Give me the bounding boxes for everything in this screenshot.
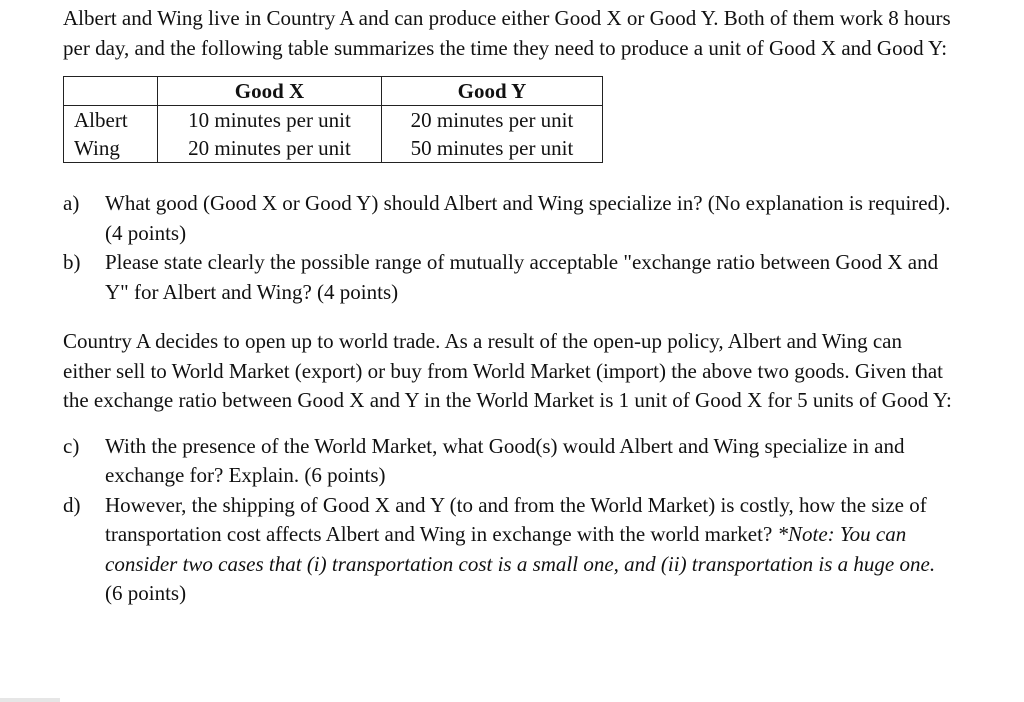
production-time-table (63, 76, 603, 163)
question-label: c) (63, 433, 80, 458)
question-text: Please state clearly the possible range of mutually acceptable "exchange ratio between Good X and Y" for Albert and Wing? (4 points) (105, 250, 939, 304)
table-header-blank (64, 77, 158, 106)
table-header-good-y: Good Y (382, 77, 603, 106)
question-note: *Note: You can consider two cases that (i) transportation cost is a small one, and (ii) transportation is a huge one. (105, 522, 936, 576)
table-header-good-x: Good X (158, 77, 382, 106)
row-name-wing: Wing (64, 134, 158, 163)
table-row (64, 106, 603, 135)
question-text: However, the shipping of Good X and Y (to and from the World Market) is costly, how the size of transportation cost affects Albert and Wing in exchange with the world market? (105, 492, 927, 546)
question-a (63, 189, 953, 248)
row-name-albert: Albert (64, 106, 158, 135)
cell-albert-good-x: 10 minutes per unit (158, 106, 382, 135)
document-page (63, 4, 953, 609)
cell-wing-good-y: 50 minutes per unit (382, 134, 603, 163)
bottom-edge-mark (0, 698, 60, 702)
question-label: b) (63, 250, 81, 274)
question-text: With the presence of the World Market, what Good(s) would Albert and Wing specialize in and exchange for? Explain. (6 points) (105, 433, 905, 487)
intro-paragraph: Albert and Wing live in Country A and can produce either Good X or Good Y. Both of them work 8 hours per day, and the following table summarizes the time they need to produce a unit of Good X and Good Y: (63, 6, 951, 60)
world-trade-paragraph: Country A decides to open up to world trade. As a result of the open-up policy, Albert and Wing can either sell to World Market (export) or buy from World Market (import) the above two goods. Given that the exchange ratio between Good X and Y in the World Market is 1 unit of Good X for 5 units of Good Y: (63, 329, 952, 412)
table-header-row (64, 77, 603, 106)
question-label: a) (63, 191, 80, 215)
question-c (63, 432, 953, 491)
cell-wing-good-x: 20 minutes per unit (158, 134, 382, 163)
question-list-ab (63, 189, 953, 307)
question-label: d) (63, 492, 81, 517)
cell-albert-good-y: 20 minutes per unit (382, 106, 603, 135)
table-row (64, 134, 603, 163)
question-b (63, 248, 953, 307)
question-d (63, 491, 953, 609)
question-points: (6 points) (105, 581, 187, 605)
question-list-cd (63, 432, 953, 609)
question-text: What good (Good X or Good Y) should Albert and Wing specialize in? (No explanation is required). (4 points) (105, 191, 951, 245)
